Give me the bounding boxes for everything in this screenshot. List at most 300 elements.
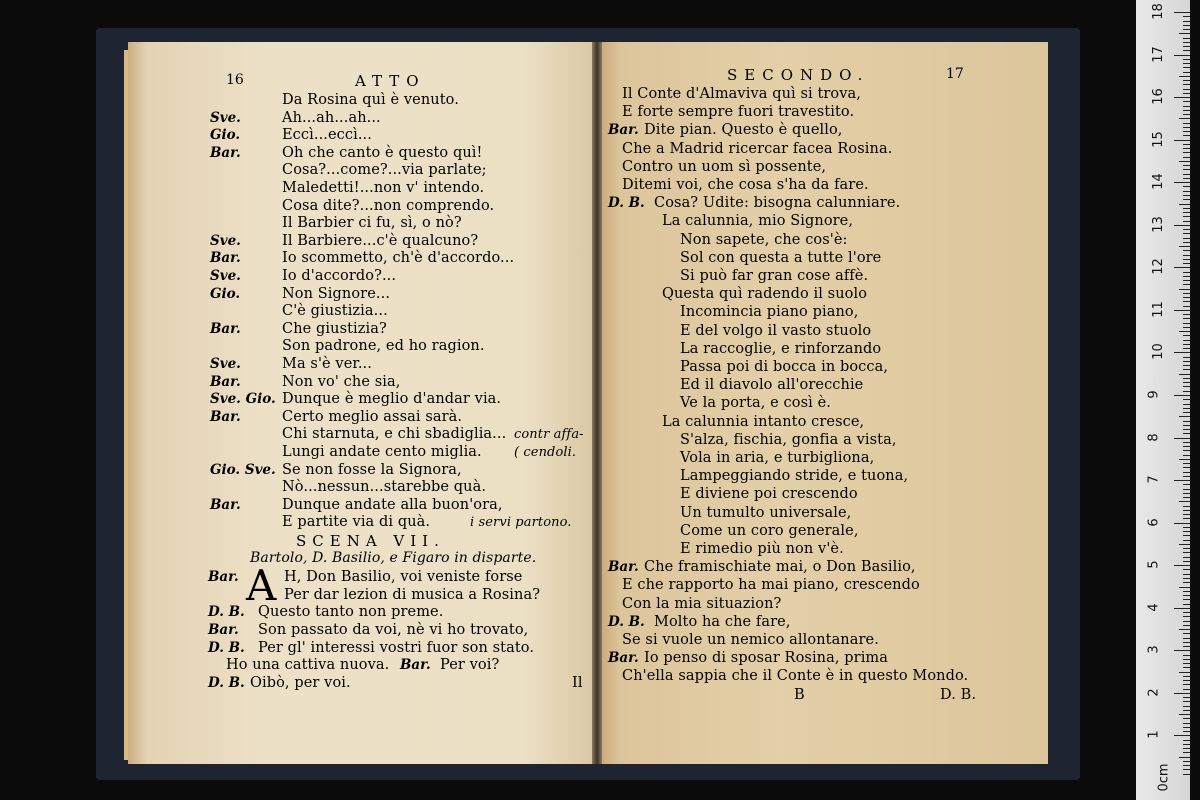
ruler-tick <box>1183 59 1190 60</box>
ruler-tick <box>1179 501 1190 502</box>
verse-line: Contro un uom sì possente, <box>622 158 827 175</box>
ruler-tick <box>1183 514 1190 515</box>
ruler-tick <box>1183 710 1190 711</box>
ruler-tick <box>1183 472 1190 473</box>
verse-line: Dite pian. Questo è quello, <box>644 122 843 139</box>
ruler-tick <box>1183 689 1190 690</box>
ruler-tick <box>1183 123 1190 124</box>
ruler-number: 7 <box>1146 475 1162 484</box>
ruler-tick <box>1174 140 1190 141</box>
ruler-tick <box>1183 306 1190 307</box>
ruler-tick <box>1179 672 1190 673</box>
ruler-tick <box>1183 667 1190 668</box>
speaker-label: Gio. Sve. <box>210 461 276 478</box>
ruler-tick <box>1183 327 1190 328</box>
ruler-tick <box>1183 238 1190 239</box>
verse-line: H, Don Basilio, voi veniste forse <box>284 569 523 586</box>
ruler-number: 0cm <box>1156 763 1172 792</box>
ruler-number: 13 <box>1150 215 1166 233</box>
ruler-tick <box>1183 561 1190 562</box>
verse-line: Oh che canto è questo quì! <box>282 144 483 161</box>
speaker-label: D. B. <box>608 613 645 630</box>
ruler-tick <box>1183 433 1190 434</box>
catchword: Il <box>572 674 583 691</box>
ruler-tick <box>1179 289 1190 290</box>
ruler-tick <box>1183 591 1190 592</box>
ruler-tick <box>1174 480 1190 481</box>
ruler-tick <box>1183 412 1190 413</box>
ruler-tick <box>1183 723 1190 724</box>
book-gutter <box>592 42 602 764</box>
verse-line: E del volgo il vasto stuolo <box>680 322 872 339</box>
ruler-tick <box>1183 208 1190 209</box>
verse-line: Non vo' che sia, <box>282 373 401 390</box>
ruler-tick <box>1183 476 1190 477</box>
ruler-tick <box>1183 174 1190 175</box>
verse-line: La calunnia intanto cresce, <box>662 413 865 430</box>
ruler-tick <box>1183 621 1190 622</box>
ruler-tick <box>1183 263 1190 264</box>
ruler-tick <box>1183 706 1190 707</box>
stage-direction: ( cendoli. <box>514 445 577 460</box>
ruler-tick <box>1183 404 1190 405</box>
ruler-tick <box>1183 540 1190 541</box>
speaker-label: Bar. <box>608 650 639 667</box>
speaker-label: Bar. <box>210 408 241 425</box>
ruler-tick <box>1183 229 1190 230</box>
verse-line: Nò...nessun...starebbe quà. <box>282 479 487 496</box>
ruler-tick <box>1183 582 1190 583</box>
ruler-tick <box>1183 463 1190 464</box>
ruler-tick <box>1183 467 1190 468</box>
verse-line: Non Signore... <box>282 285 391 302</box>
ruler-tick <box>1183 769 1190 770</box>
verse-line: Che framischiate mai, o Don Basilio, <box>644 559 916 576</box>
ruler-tick <box>1183 46 1190 47</box>
speaker-label: Bar. <box>608 559 639 576</box>
ruler-tick <box>1183 599 1190 600</box>
ruler-tick <box>1183 595 1190 596</box>
ruler-tick <box>1183 642 1190 643</box>
verse-line: Un tumulto universale, <box>680 504 852 521</box>
ruler-number: 18 <box>1150 3 1166 20</box>
ruler-tick <box>1183 497 1190 498</box>
verse-line: Si può far gran cose affè. <box>680 268 869 284</box>
stage-direction: contr affa- <box>514 427 584 443</box>
ruler-tick <box>1183 276 1190 277</box>
ruler-tick <box>1183 552 1190 553</box>
ruler-tick <box>1183 442 1190 443</box>
verse-line: Dunque andate alla buon'ora, <box>282 496 503 513</box>
ruler-tick <box>1183 429 1190 430</box>
ruler-tick <box>1174 523 1190 524</box>
verse-line: Se non fosse la Signora, <box>282 461 462 478</box>
ruler-tick <box>1179 118 1190 119</box>
ruler-tick <box>1183 169 1190 170</box>
speaker-label: Bar. <box>400 657 431 674</box>
speaker-label: Sve. <box>210 232 241 249</box>
character-list: Bartolo, D. Basilio, e Figaro in disparte. <box>250 549 537 566</box>
verse-line: Per dar lezion di musica a Rosina? <box>284 586 541 603</box>
ruler-tick <box>1174 608 1190 609</box>
verse-line: Non sapete, che cos'è: <box>680 231 848 248</box>
verse-line: La calunnia, mio Signore, <box>662 213 854 230</box>
ruler-tick <box>1183 16 1190 17</box>
ruler-tick <box>1183 280 1190 281</box>
verse-line: Certo meglio assai sarà. <box>282 408 463 425</box>
verse-line: Son passato da voi, nè vi ho trovato, <box>258 622 529 638</box>
ruler-tick <box>1174 565 1190 566</box>
verse-line: Ah...ah...ah... <box>282 109 381 126</box>
ruler-tick <box>1183 535 1190 536</box>
ruler-tick <box>1183 148 1190 149</box>
speaker-label: Gio. <box>210 127 241 144</box>
verse-line: Oibò, per voi. <box>250 674 351 691</box>
ruler-tick <box>1179 246 1190 247</box>
ruler-tick <box>1179 544 1190 545</box>
ruler-tick <box>1179 161 1190 162</box>
ruler-number: 6 <box>1146 518 1162 527</box>
ruler-tick <box>1183 421 1190 422</box>
ruler-tick <box>1183 340 1190 341</box>
verse-line: Io scommetto, ch'è d'accordo... <box>282 250 515 267</box>
verse-line: Il Conte d'Almaviva quì si trova, <box>622 86 861 102</box>
ruler-tick <box>1183 382 1190 383</box>
ruler-tick <box>1183 80 1190 81</box>
ruler-tick <box>1183 701 1190 702</box>
ruler-tick <box>1174 225 1190 226</box>
speaker-label: Sve. Gio. <box>210 391 276 408</box>
ruler-tick <box>1183 761 1190 762</box>
ruler-tick <box>1174 693 1190 694</box>
ruler-tick <box>1183 616 1190 617</box>
ruler-number: 11 <box>1150 301 1166 318</box>
verse-line: Dunque è meglio d'andar via. <box>282 391 502 408</box>
ruler-tick <box>1183 272 1190 273</box>
ruler-tick <box>1183 106 1190 107</box>
ruler-tick <box>1183 369 1190 370</box>
verse-line: Il Barbiere...c'è qualcuno? <box>282 232 479 249</box>
ruler-tick <box>1183 450 1190 451</box>
ruler-tick <box>1183 293 1190 294</box>
stage-direction: i servi partono. <box>470 515 572 531</box>
ruler-tick <box>1174 182 1190 183</box>
verse-line: Questo tanto non preme. <box>258 604 444 621</box>
ruler-tick <box>1183 199 1190 200</box>
ruler-tick <box>1183 399 1190 400</box>
ruler-tick <box>1183 318 1190 319</box>
ruler-tick <box>1183 84 1190 85</box>
ruler-tick <box>1183 21 1190 22</box>
ruler-tick <box>1183 578 1190 579</box>
ruler-tick <box>1183 484 1190 485</box>
right-page-number: 17 <box>946 66 964 82</box>
ruler-tick <box>1183 152 1190 153</box>
ruler-tick <box>1183 425 1190 426</box>
verse-line: Vola in aria, e turbigliona, <box>680 450 875 466</box>
ruler-number: 16 <box>1150 88 1166 105</box>
ruler-tick <box>1179 757 1190 758</box>
speaker-label: D. B. <box>608 195 645 212</box>
verse-line: E partite via di quà. <box>282 514 431 531</box>
verse-line: Cosa?...come?...via parlate; <box>282 162 487 179</box>
ruler-tick <box>1183 446 1190 447</box>
ruler-number: 17 <box>1150 45 1166 63</box>
speaker-label: Gio. <box>210 285 241 302</box>
ruler-tick <box>1183 110 1190 111</box>
ruler-tick <box>1183 557 1190 558</box>
speaker-label: Bar. <box>210 496 241 513</box>
ruler-tick <box>1183 157 1190 158</box>
ruler-tick <box>1174 97 1190 98</box>
ruler-tick <box>1183 748 1190 749</box>
ruler-tick <box>1174 735 1190 736</box>
ruler-tick <box>1183 221 1190 222</box>
verse-line: Io d'accordo?... <box>282 268 397 284</box>
ruler-tick <box>1183 774 1190 775</box>
verse-line: Incomincia piano piano, <box>680 304 859 321</box>
speaker-label: D. B. <box>208 639 245 656</box>
ruler-tick <box>1183 301 1190 302</box>
ruler-tick <box>1183 250 1190 251</box>
verse-line: C'è giustizia... <box>282 303 388 320</box>
ruler-tick <box>1183 297 1190 298</box>
ruler-tick <box>1183 612 1190 613</box>
ruler-tick <box>1183 284 1190 285</box>
ruler-tick <box>1183 408 1190 409</box>
ruler-tick <box>1183 518 1190 519</box>
scene-heading: SCENA VII. <box>296 532 445 550</box>
ruler-tick <box>1183 165 1190 166</box>
ruler-tick <box>1183 365 1190 366</box>
ruler-tick <box>1179 459 1190 460</box>
ruler-tick <box>1183 493 1190 494</box>
verse-line: Come un coro generale, <box>680 522 859 539</box>
ruler-tick <box>1183 89 1190 90</box>
ruler-tick <box>1183 510 1190 511</box>
ruler-tick <box>1183 625 1190 626</box>
ruler-tick <box>1174 650 1190 651</box>
speaker-label: Bar. <box>210 373 241 390</box>
ruler-tick <box>1174 352 1190 353</box>
ruler-number: 1 <box>1146 730 1162 740</box>
ruler-tick <box>1183 506 1190 507</box>
verse-line: Se si vuole un nemico allontanare. <box>622 632 879 648</box>
verse-line: Ch'ella sappia che il Conte è in questo Mondo. <box>622 668 969 685</box>
speaker-label: Bar. <box>210 250 241 267</box>
ruler-tick <box>1183 684 1190 685</box>
ruler-tick <box>1179 76 1190 77</box>
ruler-number: 15 <box>1150 130 1166 148</box>
ruler-tick <box>1174 267 1190 268</box>
verse-line: Io penso di sposar Rosina, prima <box>644 650 889 667</box>
verse-line: Sol con questa a tutte l'ore <box>680 249 882 266</box>
verse-line: E diviene poi crescendo <box>680 486 858 503</box>
ruler-tick <box>1183 101 1190 102</box>
ruler-tick <box>1183 676 1190 677</box>
ruler-tick <box>1183 242 1190 243</box>
ruler-tick <box>1183 527 1190 528</box>
ruler-number: 4 <box>1146 603 1162 612</box>
speaker-label: Sve. <box>210 268 241 284</box>
ruler-tick <box>1179 416 1190 417</box>
ruler-tick <box>1183 344 1190 345</box>
ruler-tick <box>1183 135 1190 136</box>
ruler-tick <box>1174 12 1190 13</box>
ruler-tick <box>1183 663 1190 664</box>
verse-line: Ditemi voi, che cosa s'ha da fare. <box>622 177 869 193</box>
verse-line: Ma s'è ver... <box>282 356 372 372</box>
verse-line: Ed il diavolo all'orecchie <box>680 377 864 394</box>
verse-line: Lungi andate cento miglia. <box>282 444 482 460</box>
verse-line: E che rapporto ha mai piano, crescendo <box>622 577 920 594</box>
ruler-tick <box>1174 395 1190 396</box>
verse-line: Ve la porta, e così è. <box>680 395 831 412</box>
speaker-label: Bar. <box>208 622 239 638</box>
ruler-tick <box>1183 144 1190 145</box>
ruler-tick <box>1183 548 1190 549</box>
ruler-tick <box>1183 655 1190 656</box>
verse-line: Chi starnuta, e chi sbadiglia... <box>282 426 507 443</box>
ruler-tick <box>1183 718 1190 719</box>
ruler-tick <box>1179 629 1190 630</box>
ruler-tick <box>1179 374 1190 375</box>
ruler-tick <box>1183 67 1190 68</box>
ruler-tick <box>1183 659 1190 660</box>
ruler-tick <box>1183 680 1190 681</box>
verse-line: Molto ha che fare, <box>654 613 791 630</box>
speaker-label: Bar. <box>208 569 239 586</box>
verse-line: E forte sempre fuori travestito. <box>622 104 855 121</box>
verse-line: Per voi? <box>440 657 500 674</box>
ruler-number: 8 <box>1146 432 1162 442</box>
ruler-number: 2 <box>1146 688 1162 697</box>
ruler-tick <box>1183 42 1190 43</box>
verse-line: Eccì...eccì... <box>282 127 372 144</box>
drop-cap: A <box>246 561 277 611</box>
ruler-tick <box>1183 114 1190 115</box>
ruler-tick <box>1183 697 1190 698</box>
ruler-number: 10 <box>1150 343 1166 361</box>
left-page-number: 16 <box>226 72 244 88</box>
verse-line: La raccoglie, e rinforzando <box>680 340 882 357</box>
verse-line: Cosa? Udite: bisogna calunniare. <box>654 195 901 212</box>
ruler-tick <box>1183 25 1190 26</box>
ruler-tick <box>1183 93 1190 94</box>
ruler-tick <box>1179 204 1190 205</box>
ruler-tick <box>1183 740 1190 741</box>
signature-mark: B <box>794 686 805 703</box>
measuring-ruler <box>1136 0 1190 800</box>
speaker-label: Bar. <box>608 122 639 139</box>
ruler-number: 12 <box>1150 258 1166 276</box>
ruler-tick <box>1183 646 1190 647</box>
ruler-tick <box>1179 714 1190 715</box>
ruler-tick <box>1183 574 1190 575</box>
ruler-tick <box>1183 531 1190 532</box>
verse-line: Con la mia situazion? <box>622 595 782 612</box>
ruler-tick <box>1174 310 1190 311</box>
ruler-tick <box>1179 33 1190 34</box>
verse-line: Per gl' interessi vostri fuor son stato. <box>258 639 535 656</box>
verse-line: Ho una cattiva nuova. <box>226 657 390 674</box>
ruler-number: 14 <box>1150 173 1166 190</box>
ruler-tick <box>1174 438 1190 439</box>
ruler-tick <box>1183 127 1190 128</box>
verse-line: Cosa dite?...non comprendo. <box>282 197 495 214</box>
ruler-tick <box>1179 331 1190 332</box>
ruler-tick <box>1183 335 1190 336</box>
ruler-tick <box>1183 212 1190 213</box>
verse-line: E rimedio più non v'è. <box>680 541 844 557</box>
ruler-tick <box>1183 348 1190 349</box>
ruler-tick <box>1183 50 1190 51</box>
speaker-label: D. B. <box>208 674 245 691</box>
verse-line: Questa quì radendo il suolo <box>662 286 868 303</box>
ruler-tick <box>1183 361 1190 362</box>
ruler-tick <box>1183 314 1190 315</box>
ruler-tick <box>1183 72 1190 73</box>
ruler-tick <box>1183 255 1190 256</box>
ruler-tick <box>1183 765 1190 766</box>
ruler-tick <box>1183 638 1190 639</box>
ruler-tick <box>1183 186 1190 187</box>
ruler-tick <box>1183 489 1190 490</box>
verse-line: Maledetti!...non v' intendo. <box>282 180 485 196</box>
ruler-number: 5 <box>1146 560 1162 569</box>
ruler-tick <box>1183 233 1190 234</box>
verse-line: Son padrone, ed ho ragion. <box>282 338 485 355</box>
speaker-label: Bar. <box>210 144 241 161</box>
catchword: D. B. <box>940 686 977 703</box>
ruler-tick <box>1183 386 1190 387</box>
verse-line: Da Rosina quì è venuto. <box>282 92 459 108</box>
ruler-number: 3 <box>1146 645 1162 654</box>
ruler-tick <box>1183 378 1190 379</box>
ruler-tick <box>1183 191 1190 192</box>
ruler-tick <box>1183 216 1190 217</box>
ruler-tick <box>1183 38 1190 39</box>
ruler-tick <box>1179 587 1190 588</box>
ruler-tick <box>1183 357 1190 358</box>
ruler-tick <box>1183 731 1190 732</box>
verse-line: Lampeggiando stride, e tuona, <box>680 468 909 485</box>
verse-line: S'alza, fischia, gonfia a vista, <box>680 431 897 448</box>
ruler-tick <box>1183 604 1190 605</box>
verse-line: Che giustizia? <box>282 320 387 337</box>
ruler-tick <box>1183 569 1190 570</box>
speaker-label: Sve. <box>210 356 241 372</box>
ruler-tick <box>1174 55 1190 56</box>
ruler-tick <box>1183 391 1190 392</box>
speaker-label: D. B. <box>208 604 245 621</box>
ruler-tick <box>1183 195 1190 196</box>
ruler-tick <box>1183 63 1190 64</box>
verse-line: Passa poi di bocca in bocca, <box>680 359 889 375</box>
left-running-head: ATTO <box>355 72 426 90</box>
ruler-tick <box>1183 455 1190 456</box>
speaker-label: Bar. <box>210 320 241 337</box>
ruler-tick <box>1183 178 1190 179</box>
ruler-tick <box>1183 259 1190 260</box>
ruler-tick <box>1183 131 1190 132</box>
verse-line: Che a Madrid ricercar facea Rosina. <box>622 140 893 157</box>
right-running-head: SECONDO. <box>727 66 870 84</box>
ruler-tick <box>1183 752 1190 753</box>
ruler-number: 9 <box>1146 390 1162 399</box>
ruler-tick <box>1183 727 1190 728</box>
ruler-tick <box>1183 633 1190 634</box>
